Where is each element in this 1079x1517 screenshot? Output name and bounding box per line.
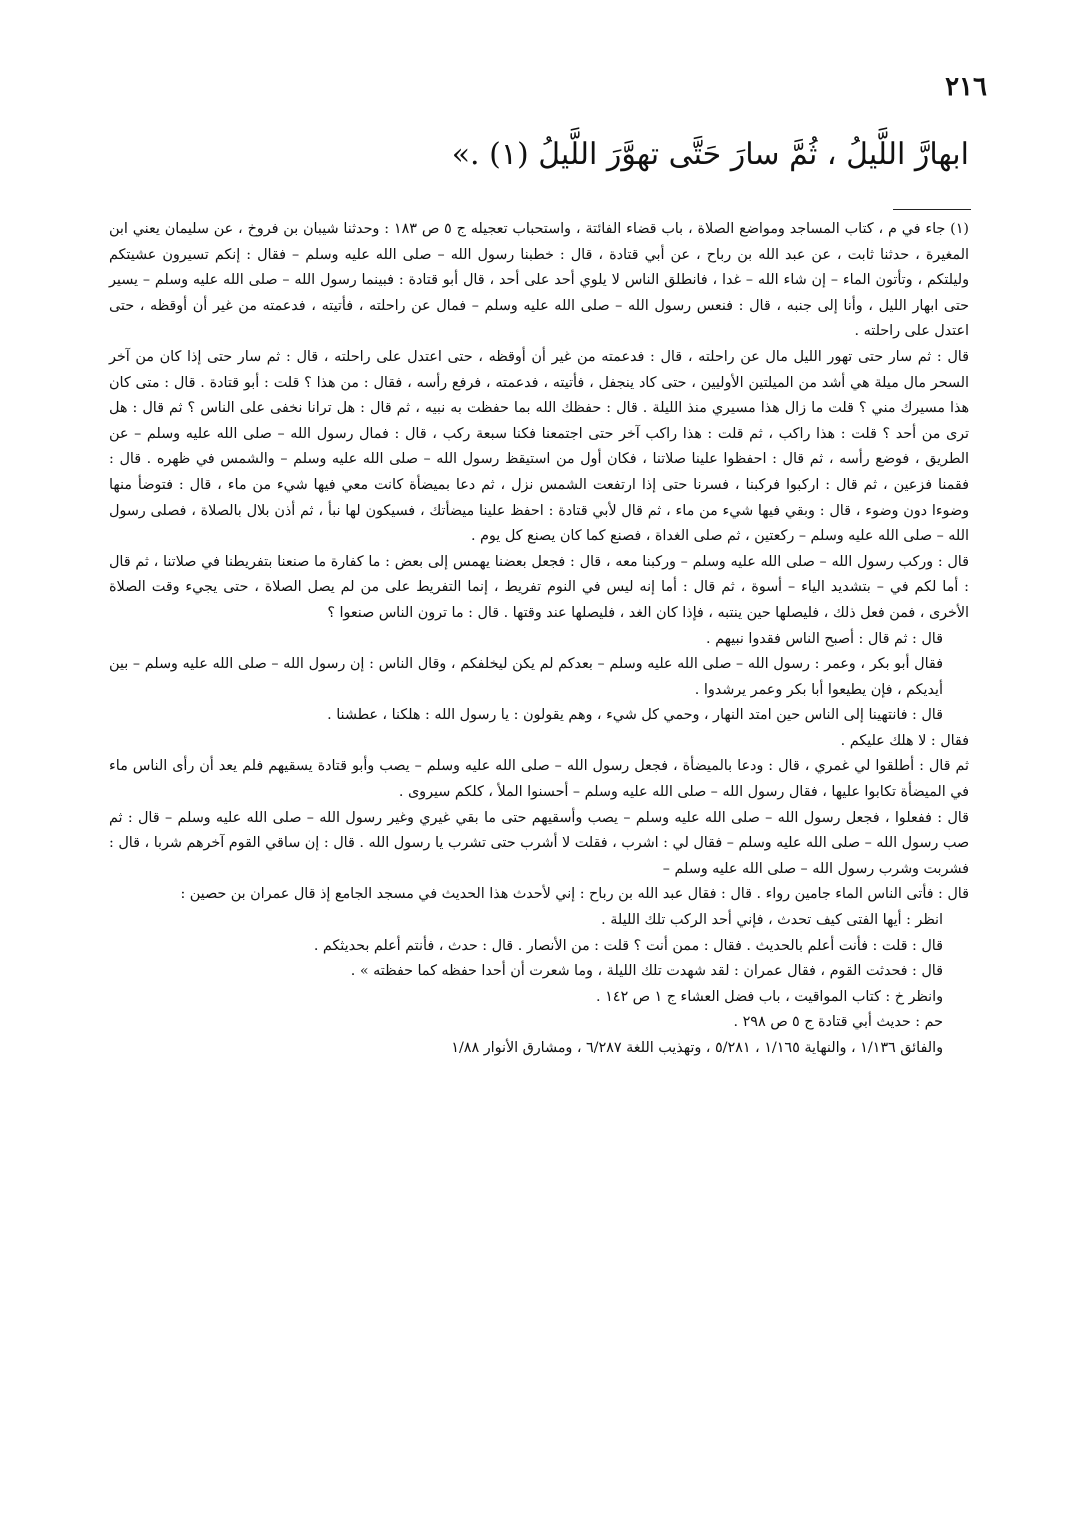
footnote-paragraph: انظر : أيها الفتى كيف تحدث ، فإني أحد الركب تلك الليلة . <box>601 912 943 929</box>
main-text-line: ابهارَّ اللَّيلُ ، ثُمَّ سارَ حَتَّى تهوَّرَ اللَّيلُ (١) .» <box>451 137 969 172</box>
footnote-paragraph: قال : ففعلوا ، فجعل رسول الله – صلى الله عليه وسلم – يصب وأسقيهم حتى ما بقي غيري وغير رسول الله – صلى الله عليه وسلم – قال : ثم صب رسول الله – صلى الله عليه وسلم – فقال لي : اشرب ، فقلت لا أشرب حتى تشرب يا رسول الله . قال : إن ساقي القوم آخرهم شربا ، قال : فشربت وشرب رسول الله – صلى الله عليه وسلم – <box>109 809 969 877</box>
footnote-paragraph: فقال : لا هلك عليكم . <box>840 732 969 749</box>
footnote-paragraph: قال : ثم سار حتى تهور الليل مال عن راحلته ، قال : فدعمته من غير أن أوقظه ، حتى اعتدل على راحلته ، قال : ثم سار حتى إذا كان من آخر السحر مال ميلة هي أشد من الميلتين الأوليين ، حتى كاد ينجفل ، فأتيته ، فدعمته ، فرفع رأسه ، فقال : من هذا ؟ قلت : أبو قتادة . قال : متى كان هذا مسيرك مني ؟ قلت ما زال هذا مسيري منذ الليلة . قال : حفظك الله بما حفظت به نبيه ، ثم قال : هل ترانا نخفى على الناس ؟ ثم قال : هل ترى من أحد ؟ قلت : هذا راكب ، ثم قلت : هذا راكب آخر حتى اجتمعنا فكنا سبعة ركب ، قال : فمال رسول الله – صلى الله عليه وسلم – عن الطريق ، فوضع رأسه ، ثم قال : احفظوا علينا صلاتنا ، فكان أول من استيقظ رسول الله – صلى الله عليه وسلم – والشمس في ظهره . قال : فقمنا فزعين ، ثم قال : اركبوا فركبنا ، فسرنا حتى إذا ارتفعت الشمس نزل ، ثم دعا بميضأة كانت معي فيها شيء من ماء ، قال : فتوضأ منها وضوءا دون وضوء ، قال : وبقي فيها شيء من ماء ، ثم قال لأبي قتادة : احفظ علينا ميضأتك ، فسيكون لها نبأ ، ثم أذن بلال بالصلاة ، فصلى رسول الله – صلى الله عليه وسلم – ركعتين ، ثم صلى الغداة ، فصنع كما كان يصنع كل يوم . <box>109 348 969 545</box>
footnote-paragraph: قال : فانتهينا إلى الناس حين امتد النهار ، وحمي كل شيء ، وهم يقولون : يا رسول الله : هلكنا ، عطشنا . <box>327 707 943 724</box>
page-number: ٢١٦ <box>945 72 987 102</box>
footnote <box>109 217 969 1062</box>
footnote-separator <box>893 209 971 210</box>
footnote-paragraph: ثم قال : أطلقوا لي غمري ، قال : ودعا بالميضأة ، فجعل رسول الله – صلى الله عليه وسلم – يصب وأبو قتادة يسقيهم فلم يعد أن رأى الناس ماء في الميضأة تكابوا عليها ، فقال رسول الله – صلى الله عليه وسلم – أحسنوا الملأ ، كلكم سيروى . <box>109 758 969 801</box>
footnote-paragraph: وانظر خ : كتاب المواقيت ، باب فضل العشاء ج ١ ص ١٤٢ . <box>596 988 943 1005</box>
footnote-paragraph: قال : قلت : فأنت أعلم بالحديث . فقال : ممن أنت ؟ قلت : من الأنصار . قال : حدث ، فأنتم أعلم بحديثكم . <box>313 937 943 954</box>
footnote-paragraph: والفائق ١/١٣٦ ، والنهاية ١/١٦٥ ، ٥/٢٨١ ، وتهذيب اللغة ٦/٢٨٧ ، ومشارق الأنوار ١/٨٨ <box>451 1040 943 1056</box>
footnote-paragraph: قال : وركب رسول الله – صلى الله عليه وسلم – وركبنا معه ، قال : فجعل بعضنا يهمس إلى بعض : ما كفارة ما صنعنا بتفريطنا في صلاتنا ، ثم قال : أما لكم في – بتشديد الياء – أسوة ، ثم قال : أما إنه ليس في النوم تفريط ، إنما التفريط على من لم يصل الصلاة ، حتى يجيء وقت الصلاة الأخرى ، فمن فعل ذلك ، فليصلها حين ينتبه ، فإذا كان الغد ، فليصلها عند وقتها . قال : ما ترون الناس صنعوا ؟ <box>109 553 969 621</box>
footnote-paragraph: قال : فحدثت القوم ، فقال عمران : لقد شهدت تلك الليلة ، وما شعرت أن أحدا حفظه كما حفظته » . <box>350 963 943 980</box>
footnote-paragraph: حم : حديث أبي قتادة ج ٥ ص ٢٩٨ . <box>733 1014 943 1031</box>
footnote-paragraph: (١) جاء في م ، كتاب المساجد ومواضع الصلاة ، باب قضاء الفائتة ، واستحباب تعجيله ج ٥ ص ١٨٣ : وحدثنا شيبان بن فروخ ، عن سليمان يعني ابن المغيرة ، حدثنا ثابت ، عن عبد الله بن رباح ، عن أبي قتادة ، قال : خطبنا رسول الله – صلى الله عليه وسلم – فقال : إنكم تسيرون عشيتكم وليلتكم ، وتأتون الماء – إن شاء الله – غدا ، فانطلق الناس لا يلوي أحد على أحد ، قال أبو قتادة : فبينما رسول الله – صلى الله عليه وسلم – يسير حتى ابهار الليل ، وأنا إلى جنبه ، قال : فنعس رسول الله – صلى الله عليه وسلم – فمال عن راحلته ، فأتيته ، فدعمته من غير أن أوقظه ، حتى اعتدل على راحلته . <box>109 221 969 340</box>
footnote-paragraph: فقال أبو بكر ، وعمر : رسول الله – صلى الله عليه وسلم – بعدكم لم يكن ليخلفكم ، وقال الناس : إن رسول الله – صلى الله عليه وسلم – بين أيديكم ، فإن يطيعوا أبا بكر وعمر يرشدوا . <box>109 656 943 698</box>
footnote-paragraph: قال : ثم قال : أصبح الناس فقدوا نبيهم . <box>706 630 943 647</box>
footnote-paragraph: قال : فأتى الناس الماء جامين رواء . قال : فقال عبد الله بن رباح : إني لأحدث هذا الحديث في مسجد الجامع إذ قال عمران بن حصين : <box>180 886 969 903</box>
